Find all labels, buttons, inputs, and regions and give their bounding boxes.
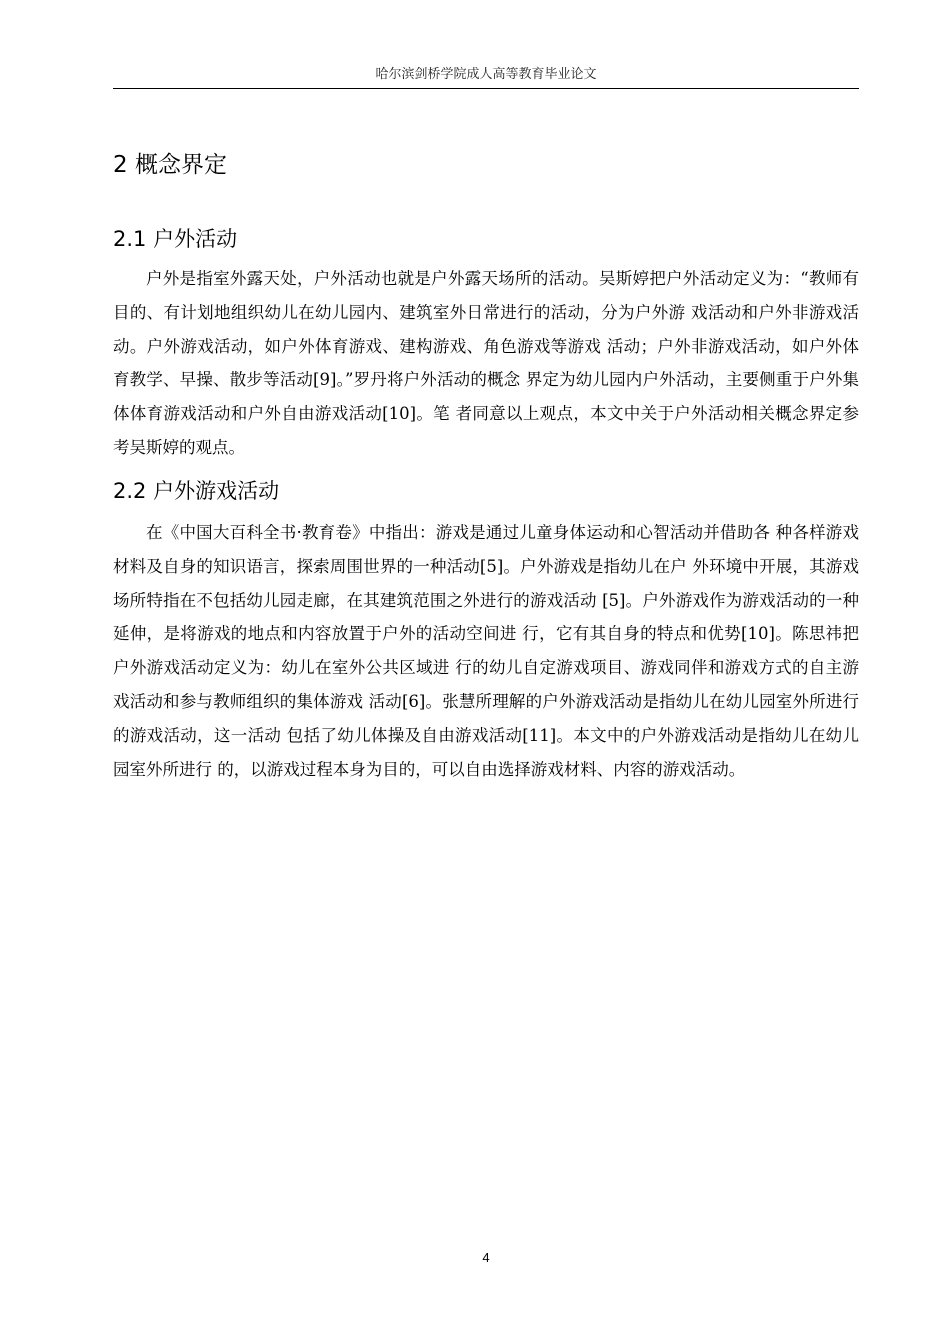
section-title-outdoor-game-activity: 2.2 户外游戏活动 [113, 479, 280, 503]
section-paragraph-outdoor-game-activity: 在《中国大百科全书·教育卷》中指出：游戏是通过儿童身体运动和心智活动并借助各 种各样游戏材料及自身的知识语言，探索周围世界的一种活动[5]。户外游戏是指幼儿在户 外环境中开展，其游戏场所特指在不包括幼儿园走廊，在其建筑范围之外进行的游戏活动 [5]。户外游戏作为游戏活动的一种延伸，是将游戏的地点和内容放置于户外的活动空间进 行，它有其自身的特点和优势[10]。陈思祎把户外游戏活动定义为：幼儿在室外公共区域进 行的幼儿自定游戏项目、游戏同伴和游戏方式的自主游戏活动和参与教师组织的集体游戏 活动[6]。张慧所理解的户外游戏活动是指幼儿在幼儿园室外所进行的游戏活动，这一活动 包括了幼儿体操及自由游戏活动[11]。本文中的户外游戏活动是指幼儿在幼儿园室外所进行 的，以游戏过程本身为目的，可以自由选择游戏材料、内容的游戏活动。 [113, 523, 859, 779]
section-paragraph-outdoor-activity: 户外是指室外露天处，户外活动也就是户外露天场所的活动。吴斯婷把户外活动定义为：“教师有目的、有计划地组织幼儿在幼儿园内、建筑室外日常进行的活动，分为户外游 戏活动和户外非游戏活动。户外游戏活动，如户外体育游戏、建构游戏、角色游戏等游戏 活动；户外非游戏活动，如户外体育教学、早操、散步等活动[9]。”罗丹将户外活动的概念 界定为幼儿园内户外活动，主要侧重于户外集体体育游戏活动和户外自由游戏活动[10]。笔 者同意以上观点，本文中关于户外活动相关概念界定参考吴斯婷的观点。 [113, 269, 859, 457]
section-title-outdoor-activity: 2.1 户外活动 [113, 227, 238, 251]
chapter-title: 2 概念界定 [113, 152, 227, 178]
header-rule [113, 88, 859, 89]
page-number: 4 [482, 1250, 490, 1265]
running-header: 哈尔滨剑桥学院成人高等教育毕业论文 [375, 67, 597, 82]
